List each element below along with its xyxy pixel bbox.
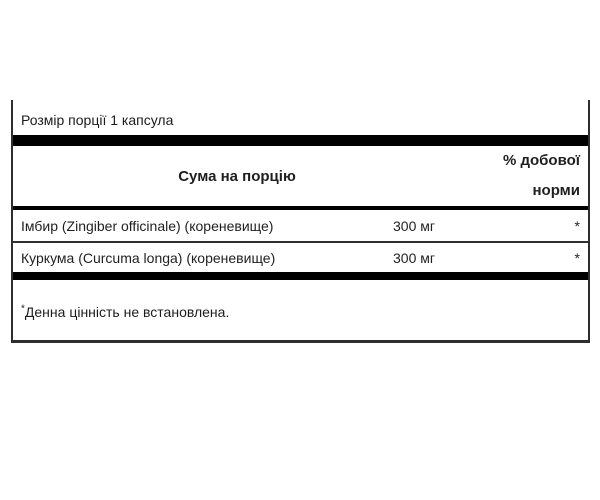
ingredient-amount: 300 мг (393, 249, 435, 266)
ingredient-amount: 300 мг (393, 217, 435, 234)
ingredient-name: Куркума (Curcuma longa) (кореневище) (21, 249, 276, 266)
footnote (13, 303, 588, 321)
amount-per-serving-header: Сума на порцію (178, 167, 296, 185)
serving-size-text: Розмір порції 1 капсула (21, 112, 174, 128)
daily-value-header-line1: % добової (502, 152, 580, 169)
ingredient-daily-value: * (574, 249, 580, 266)
footnote-asterisk: * (21, 303, 25, 315)
table-header-row (13, 146, 588, 206)
table-row (13, 210, 588, 241)
supplement-facts-table (11, 100, 590, 343)
ingredient-daily-value: * (574, 217, 580, 234)
table-row (13, 243, 588, 272)
footnote-text: Денна цінність не встановлена. (24, 304, 230, 320)
daily-value-header (453, 146, 580, 206)
ingredient-name: Імбир (Zingiber officinale) (кореневище) (21, 217, 274, 234)
divider-thick-top (13, 135, 588, 146)
divider-thick-bottom (13, 272, 588, 280)
daily-value-header-line2: норми (532, 182, 580, 199)
